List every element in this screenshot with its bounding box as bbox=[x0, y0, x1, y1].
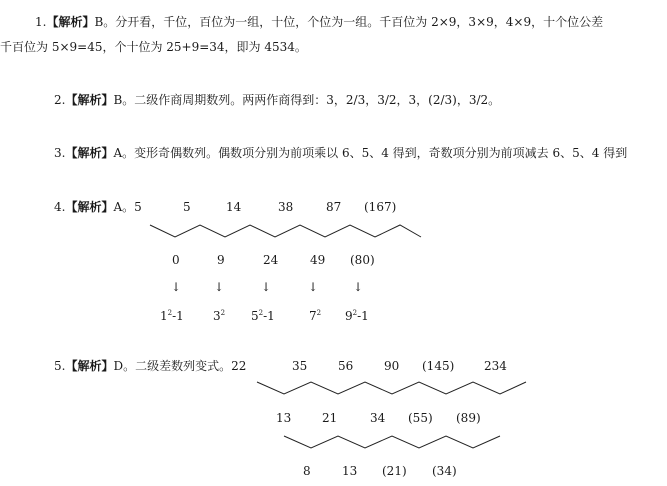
q4-row2-item: 0 bbox=[172, 253, 180, 267]
q4-row2-item: 49 bbox=[310, 253, 326, 267]
q4-row3-base: 9 bbox=[345, 309, 353, 323]
q4-row3-base: 5 bbox=[251, 309, 259, 323]
q5-lead: D。二级差数列变式。22 bbox=[113, 359, 247, 373]
q5-row3-item: 13 bbox=[342, 464, 358, 478]
q4-row1-item: 38 bbox=[278, 200, 294, 214]
q4-row3-tail: -1 bbox=[357, 309, 369, 323]
q5-row1-item: 35 bbox=[292, 359, 308, 373]
q4-row3-exp: 2 bbox=[316, 309, 322, 317]
q4-row3-base: 1 bbox=[160, 309, 168, 323]
q1-tag: 【解析】 bbox=[46, 15, 95, 29]
q4-row3-base: 7 bbox=[309, 309, 317, 323]
q4-row3-exp: 2 bbox=[352, 309, 358, 317]
q5-row2-item: (89) bbox=[456, 411, 481, 425]
q4-tag: 【解析】 bbox=[65, 200, 114, 214]
q4-row3-exp: 2 bbox=[258, 309, 264, 317]
q5-row2-item: 34 bbox=[370, 411, 386, 425]
q5-row2-item: (55) bbox=[408, 411, 433, 425]
q4-row3-base: 3 bbox=[213, 309, 221, 323]
q2-text: B。二级作商周期数列。两两作商得到：3，2/3，3/2，3，(2/3)，3/2。 bbox=[113, 93, 501, 107]
q5-number: 5. bbox=[54, 359, 66, 373]
q1-text: B。分开看，千位，百位为一组，十位，个位为一组。千百位为 2×9，3×9，4×9，十个位公差 bbox=[94, 15, 604, 29]
down-arrow-icon: ↓ bbox=[214, 280, 225, 294]
q2-tag: 【解析】 bbox=[65, 93, 114, 107]
q3-tag: 【解析】 bbox=[65, 146, 114, 160]
q4-row3-exp: 2 bbox=[167, 309, 173, 317]
q4-lead: A。5 bbox=[113, 200, 142, 214]
q4-row1-item: 14 bbox=[226, 200, 242, 214]
q4-zigzag bbox=[150, 225, 421, 237]
down-arrow-icon: ↓ bbox=[353, 280, 364, 294]
q4-row2-item: 24 bbox=[263, 253, 279, 267]
q5-row2-item: 21 bbox=[322, 411, 338, 425]
q5-row3-item: (21) bbox=[382, 464, 407, 478]
q3-number: 3. bbox=[54, 146, 66, 160]
q5-row1-item: 56 bbox=[338, 359, 354, 373]
q4-row1-item: 87 bbox=[326, 200, 342, 214]
q5-row1-item: 90 bbox=[384, 359, 400, 373]
q5-zigzag-upper bbox=[257, 382, 526, 394]
q4-row2-item: (80) bbox=[350, 253, 375, 267]
q5-row1-item: (145) bbox=[422, 359, 455, 373]
q4-row3-tail: -1 bbox=[172, 309, 184, 323]
q5-row3-item: 8 bbox=[303, 464, 311, 478]
q5-row3-item: (34) bbox=[432, 464, 457, 478]
down-arrow-icon: ↓ bbox=[308, 280, 319, 294]
q4-row3-tail: -1 bbox=[263, 309, 275, 323]
q1-number: 1. bbox=[35, 15, 47, 29]
q3-text: A。变形奇偶数列。偶数项分别为前项乘以 6、5、4 得到，奇数项分别为前项减去 6、5、4 得到 bbox=[113, 146, 628, 160]
q1-text2: 千百位为 5×9=45，个十位为 25+9=34，即为 4534。 bbox=[0, 40, 307, 54]
q5-row2-item: 13 bbox=[276, 411, 292, 425]
q4-row1-item: (167) bbox=[364, 200, 397, 214]
q4-row3-exp: 2 bbox=[220, 309, 226, 317]
down-arrow-icon: ↓ bbox=[261, 280, 272, 294]
down-arrow-icon: ↓ bbox=[171, 280, 182, 294]
q4-number: 4. bbox=[54, 200, 66, 214]
q2-number: 2. bbox=[54, 93, 66, 107]
q5-zigzag-lower bbox=[284, 436, 500, 448]
q5-tag: 【解析】 bbox=[65, 359, 114, 373]
q5-row1-item: 234 bbox=[484, 359, 507, 373]
q4-row1-item: 5 bbox=[183, 200, 191, 214]
q4-row2-item: 9 bbox=[217, 253, 225, 267]
